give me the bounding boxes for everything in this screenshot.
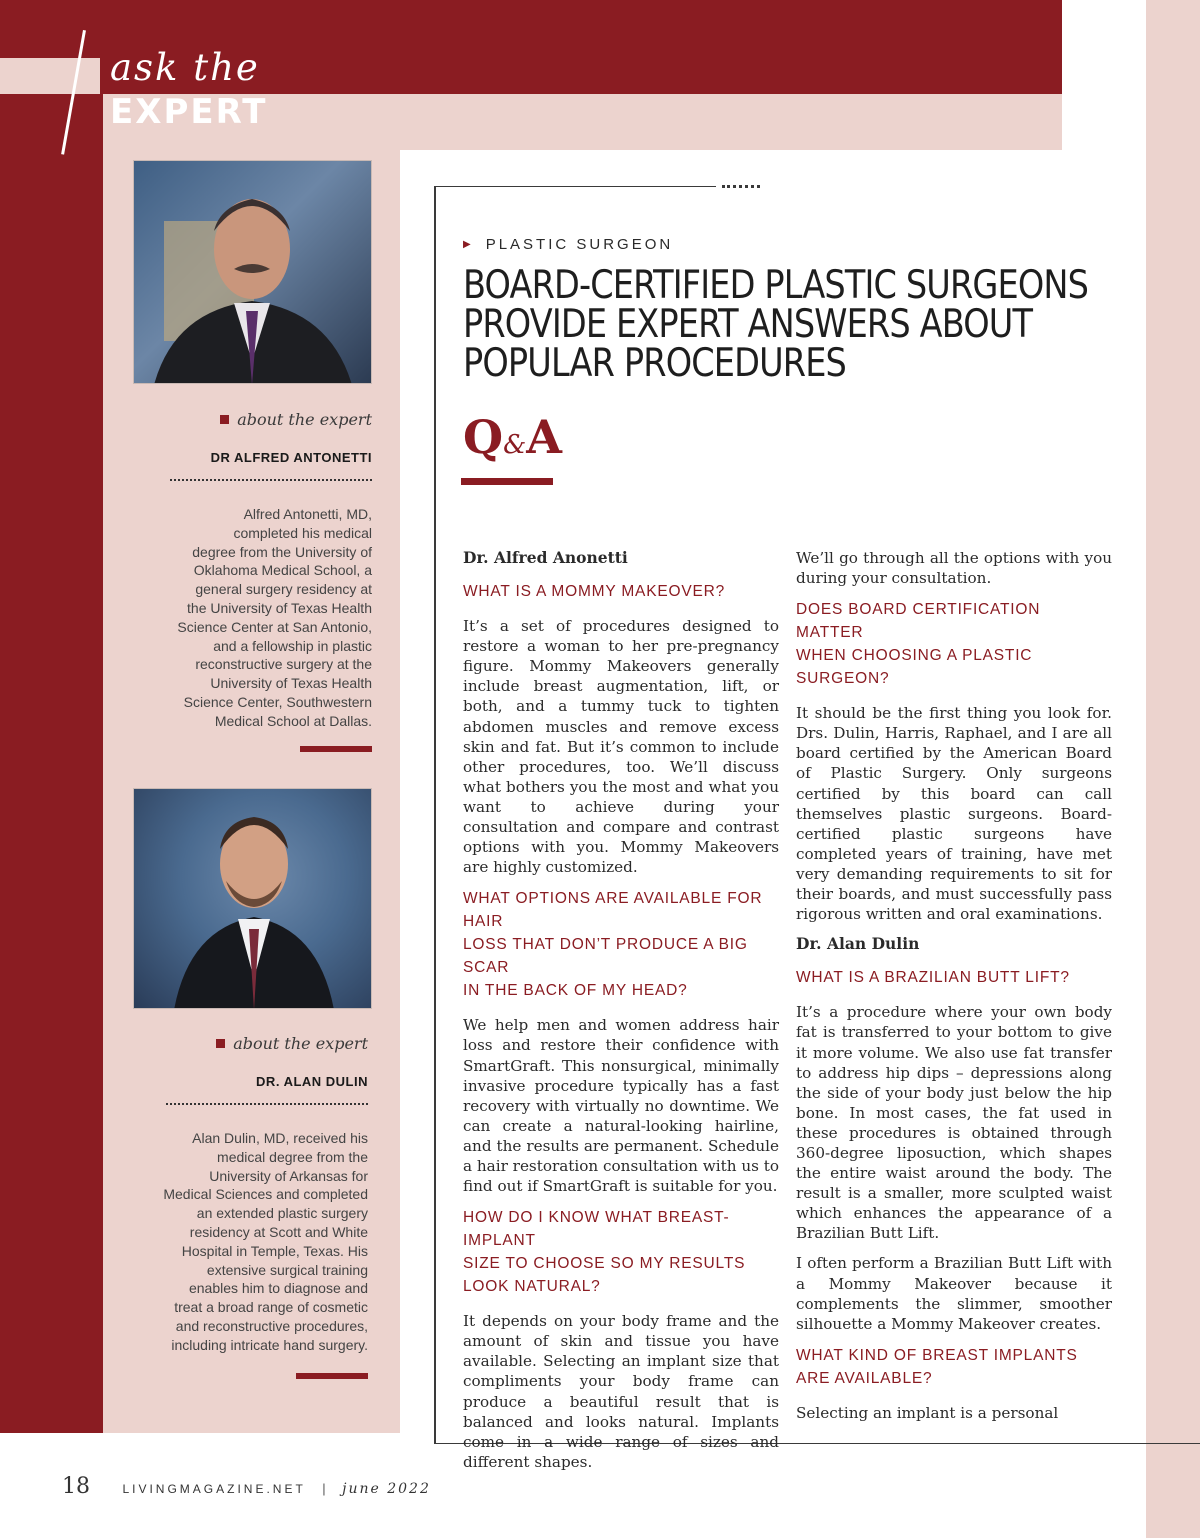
answer-breast-implant-types: Selecting an implant is a personal bbox=[796, 1403, 1059, 1422]
question-breast-implant-types: WHAT KIND OF BREAST IMPLANTS ARE AVAILABLE? bbox=[796, 1346, 1078, 1387]
panel-border-top bbox=[434, 186, 716, 187]
panel-dotted-accent bbox=[722, 185, 760, 188]
question-board-certification: DOES BOARD CERTIFICATION MATTER WHEN CHOOSING A PLASTIC SURGEON? bbox=[796, 601, 1041, 688]
expert-name-antonetti: DR ALFRED ANTONETTI bbox=[210, 450, 372, 465]
section-title-ask-the: ask the bbox=[110, 46, 260, 89]
about-the-expert-label-2: about the expert bbox=[216, 1034, 368, 1053]
page-number: 18 bbox=[62, 1474, 90, 1499]
footer-site: LIVINGMAGAZINE.NET bbox=[122, 1482, 306, 1496]
square-bullet-icon bbox=[216, 1039, 225, 1048]
answer-continuation: We’ll go through all the options with you during your consultation. bbox=[796, 549, 1112, 588]
doctor-heading-antonetti: Dr. Alfred Anonetti bbox=[463, 548, 628, 567]
question-mommy-makeover: WHAT IS A MOMMY MAKEOVER? bbox=[463, 583, 726, 601]
expert-photo-dulin bbox=[133, 788, 372, 1009]
accent-bar-1 bbox=[300, 746, 372, 752]
question-hair-loss: WHAT OPTIONS ARE AVAILABLE FOR HAIR LOSS THAT DON’T PRODUCE A BIG SCAR IN THE BACK OF MY HEAD? bbox=[463, 890, 763, 1000]
page-footer bbox=[62, 1474, 431, 1499]
expert-photo-antonetti bbox=[133, 160, 372, 384]
answer-implant-size: It depends on your body frame and the amount of skin and tissue you have available. Selecting an implant size that compliments your body frame can produce a beautiful result that is balanced and looks natural. Implants come in a wide range of sizes and different shapes. bbox=[463, 1312, 779, 1471]
dotted-divider-2 bbox=[166, 1103, 368, 1105]
qa-accent-bar bbox=[461, 478, 553, 485]
expert-bio-dulin: Alan Dulin, MD, received his medical degree from the University of Arkansas for Medical Sciences and completed an extended plastic surgery residency at Scott and White Hospital in Temple, Texas. His extensive surgical training enables him to diagnose and treat a broad range of cosmetic and reconstructive procedures, including intricate hand surgery. bbox=[163, 1130, 368, 1353]
article-headline: BOARD-CERTIFIED PLASTIC SURGEONS PROVIDE EXPERT ANSWERS ABOUT POPULAR PROCEDURES bbox=[463, 263, 1089, 386]
answer-board-certification: It should be the first thing you look for. Drs. Dulin, Harris, Raphael, and I are all board certified by the American Board of Plastic Surgery. Only surgeons certified by this board can call themselves plastic surgeons. Board-certified plastic surgeons have completed years of training, have met very demanding requirements to sit for their boards, and must successfully pass rigorous written and oral examinations. bbox=[796, 704, 1112, 924]
question-implant-size: HOW DO I KNOW WHAT BREAST-IMPLANT SIZE TO CHOOSE SO MY RESULTS LOOK NATURAL? bbox=[463, 1209, 746, 1296]
article-column-2 bbox=[796, 548, 1112, 1433]
qa-logo: Q&A bbox=[463, 410, 562, 464]
square-bullet-icon bbox=[220, 415, 229, 424]
section-title-expert: EXPERT bbox=[110, 92, 268, 132]
question-brazilian-butt-lift: WHAT IS A BRAZILIAN BUTT LIFT? bbox=[796, 969, 1070, 987]
answer-bbl-with-makeover: I often perform a Brazilian Butt Lift with a Mommy Makeover because it complements the slimmer, smoother silhouette a Mommy Makeover creates. bbox=[796, 1254, 1112, 1333]
footer-date: june 2022 bbox=[342, 1481, 431, 1497]
footer-separator: | bbox=[322, 1481, 326, 1496]
right-blush-band bbox=[1146, 0, 1200, 1538]
accent-bar-2 bbox=[296, 1373, 368, 1379]
answer-brazilian-butt-lift: It’s a procedure where your own body fat is transferred to your bottom to give it more volume. We also use fat transfer to address hip dips – depressions along the side of your body just below the hip bone. In most cases, the fat used in these procedures is obtained through 360-degree liposuction, which shapes the entire waist around the body. The result is a smaller, more sculpted waist which enhances the appearance of a Brazilian Butt Lift. bbox=[796, 1003, 1112, 1243]
answer-mommy-makeover: It’s a set of procedures designed to restore a woman to her pre-pregnancy figure. Mommy Makeovers generally include breast augmentation, lift, or both, and a tummy tuck to tighten abdomen muscles and remove excess skin and fat. But it’s common to include other procedures, too. We’ll discuss what bothers you the most and what you want to achieve during your consultation and compare and contrast options with you. Mommy Makeovers are highly customized. bbox=[463, 617, 779, 877]
expert-name-dulin: DR. ALAN DULIN bbox=[256, 1074, 368, 1089]
about-the-expert-label-1: about the expert bbox=[220, 410, 372, 429]
triangle-bullet-icon: ▶ bbox=[463, 239, 474, 250]
header-blush-strip bbox=[0, 58, 100, 94]
article-kicker: ▶ PLASTIC SURGEON bbox=[463, 236, 674, 253]
article-column-1 bbox=[463, 548, 779, 1482]
left-red-band bbox=[0, 94, 103, 1433]
expert-bio-antonetti: Alfred Antonetti, MD, completed his medical degree from the University of Oklahoma Medical School, a general surgery residency at the University of Texas Health Science Center at San Antonio, and a fellowship in plastic reconstructive surgery at the University of Texas Health Science Center, Southwestern Medical School at Dallas. bbox=[177, 506, 372, 729]
panel-border-left bbox=[434, 186, 436, 1444]
dotted-divider-1 bbox=[170, 479, 372, 481]
answer-hair-loss: We help men and women address hair loss and restore their confidence with SmartGraft. This nonsurgical, minimally invasive procedure typically has a fast recovery with virtually no downtime. We can create a natural-looking hairline, and the results are permanent. Schedule a hair restoration consultation with us to find out if SmartGraft is suitable for you. bbox=[463, 1016, 779, 1196]
doctor-heading-dulin: Dr. Alan Dulin bbox=[796, 934, 920, 954]
